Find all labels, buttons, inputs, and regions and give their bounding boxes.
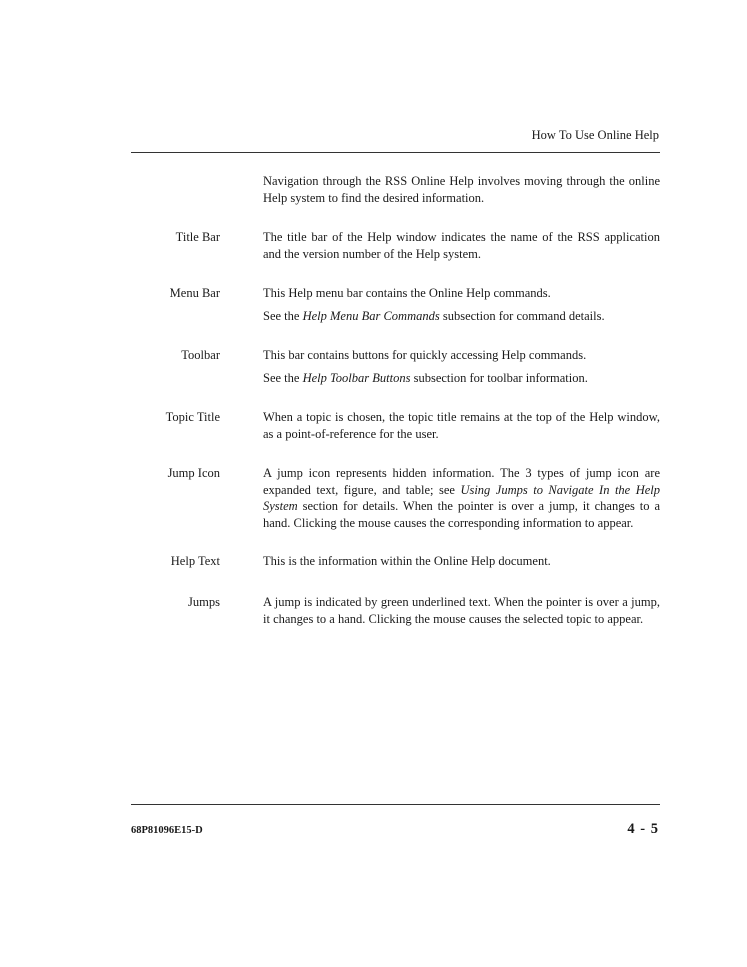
definition [263, 347, 660, 392]
definition [263, 229, 660, 268]
term-label: Toolbar [181, 348, 220, 362]
ref-suffix: subsection for command details. [439, 308, 605, 323]
term-label: Title Bar [175, 230, 220, 244]
document-number: 68P81096E15-D [131, 825, 203, 836]
definition-text: This is the information within the Online Help document. [263, 554, 551, 568]
ref-suffix: subsection for toolbar information. [410, 370, 588, 385]
definition-text: The title bar of the Help window indicates the name of the RSS application and the version number of the Help system. [263, 230, 660, 261]
cross-reference [263, 370, 660, 387]
definition [263, 465, 660, 537]
definition [263, 594, 660, 633]
ref-title: Help Toolbar Buttons [302, 370, 411, 385]
definition [263, 553, 660, 576]
page-header-title: How To Use Online Help [531, 128, 659, 142]
text-after-ref: section for details. When the pointer is over a jump, it changes to a hand. Clicking the mouse causes the corresponding information to appear. [263, 499, 660, 530]
footer-rule [131, 804, 660, 805]
intro-paragraph: Navigation through the RSS Online Help involves moving through the online Help system to find the desired information. [263, 174, 660, 205]
cross-reference [263, 308, 660, 325]
ref-prefix: See the [263, 308, 303, 323]
term-label: Topic Title [165, 410, 220, 424]
page-number: 4 - 5 [627, 821, 659, 837]
definition-text: A jump is indicated by green underlined text. When the pointer is over a jump, it changes to a hand. Clicking the mouse causes the selected topic to appear. [263, 595, 660, 626]
definition-text: This Help menu bar contains the Online Help commands. [263, 286, 551, 300]
definition [263, 409, 660, 448]
ref-title: Help Menu Bar Commands [302, 308, 440, 323]
definition-text [263, 465, 660, 531]
term-label: Jumps [188, 595, 220, 609]
header-rule [131, 152, 660, 153]
definition [263, 285, 660, 330]
term-label: Help Text [170, 554, 220, 568]
definition-text: This bar contains buttons for quickly accessing Help commands. [263, 348, 587, 362]
term-label: Jump Icon [167, 466, 220, 480]
ref-prefix: See the [263, 370, 303, 385]
text-before-ref: A jump icon represents hidden information. The 3 types of jump icon are expanded text, figure, and table; see [263, 466, 660, 497]
definition-text: When a topic is chosen, the topic title remains at the top of the Help window, as a point-of-reference for the user. [263, 410, 660, 441]
term-label: Menu Bar [169, 286, 220, 300]
ref-title: Using Jumps to Navigate In the Help System [263, 482, 660, 513]
